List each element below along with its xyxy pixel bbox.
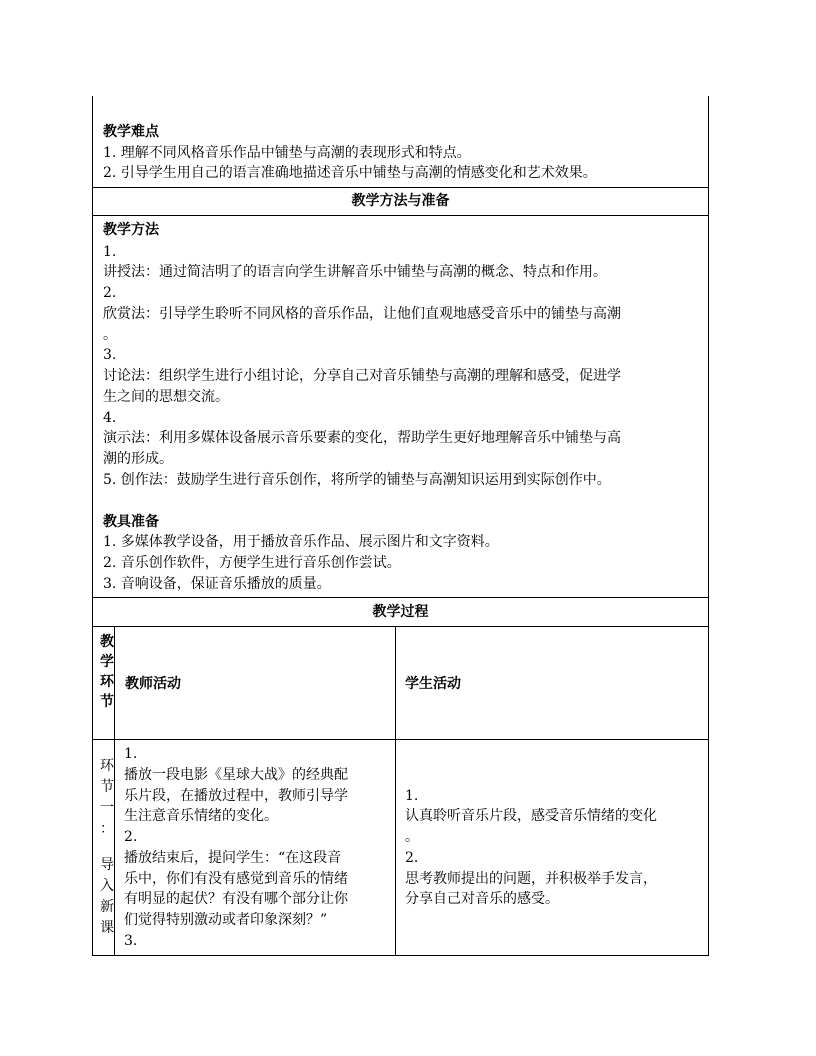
stage-char: 一 <box>100 800 114 816</box>
prep-item-3: 3. 音响设备，保证音乐播放的质量。 <box>103 576 331 592</box>
prep-item-1: 1. 多媒体教学设备，用于播放音乐作品、展示图片和文字资料。 <box>103 534 499 550</box>
student-activity-line: 1. <box>405 788 419 804</box>
stage-char: 课 <box>100 920 114 936</box>
methods-line: 潮的形成。 <box>103 451 173 467</box>
methods-line: 3. <box>103 347 117 363</box>
stage-header-char: 教 <box>100 634 114 650</box>
prep-heading: 教具准备 <box>103 514 159 530</box>
row-divider-process-header <box>92 626 709 627</box>
teacher-activity-line: 播放结束后，提问学生：“在这段音 <box>124 850 342 866</box>
methods-line: 生之间的思想交流。 <box>103 389 229 405</box>
stage-char: 节 <box>100 779 114 795</box>
table-left-border <box>92 96 93 956</box>
stage-char: 新 <box>100 899 114 915</box>
teacher-activity-line: 们觉得特别激动或者印象深刻？” <box>124 912 328 928</box>
methods-line: 4. <box>103 410 117 426</box>
methods-line: 欣赏法：引导学生聆听不同风格的音乐作品，让他们直观地感受音乐中的铺垫与高潮 <box>103 306 621 322</box>
methods-line: 讲授法：通过简洁明了的语言向学生讲解音乐中铺垫与高潮的概念、特点和作用。 <box>103 264 607 280</box>
table-bottom-border <box>92 955 709 956</box>
process-title: 教学过程 <box>372 604 429 620</box>
stage-header-char: 节 <box>100 694 114 710</box>
row-divider-methods-top <box>92 187 709 188</box>
teacher-activity-line: 2. <box>124 829 138 845</box>
difficulty-item-2: 2. 引导学生用自己的语言准确地描述音乐中铺垫与高潮的情感变化和艺术效果。 <box>103 165 597 181</box>
teacher-activity-header: 教师活动 <box>125 676 181 692</box>
stage-char: 导 <box>100 857 114 873</box>
stage-header-char: 环 <box>100 674 114 690</box>
methods-line: 讨论法：组织学生进行小组讨论，分享自己对音乐铺垫与高潮的理解和感受，促进学 <box>103 368 621 384</box>
methods-line: 演示法：利用多媒体设备展示音乐要素的变化，帮助学生更好地理解音乐中铺垫与高 <box>103 430 621 446</box>
stage-char: ： <box>100 821 114 837</box>
methods-line: 5. 创作法：鼓励学生进行音乐创作，将所学的铺垫与高潮知识运用到实际创作中。 <box>103 472 611 488</box>
student-activity-line: 分享自己对音乐的感受。 <box>405 891 559 907</box>
student-activity-header: 学生活动 <box>405 676 461 692</box>
student-activity-line: 2. <box>405 850 419 866</box>
teacher-activity-line: 有明显的起伏？有没有哪个部分让你 <box>124 891 348 907</box>
difficulty-heading: 教学难点 <box>103 124 159 140</box>
student-activity-line: 。 <box>405 829 419 845</box>
stage-char: 环 <box>100 758 114 774</box>
difficulty-item-1: 1. 理解不同风格音乐作品中铺垫与高潮的表现形式和特点。 <box>103 145 471 161</box>
teacher-activity-line: 乐中，你们有没有感觉到音乐的情绪 <box>124 871 348 887</box>
teacher-activity-line: 生注意音乐情绪的变化。 <box>124 808 278 824</box>
teacher-activity-line: 1. <box>124 746 138 762</box>
methods-line: 1. <box>103 244 117 260</box>
teacher-activity-line: 播放一段电影《星球大战》的经典配 <box>124 767 348 783</box>
column-divider-student <box>395 626 396 956</box>
row-divider-process-top <box>92 597 709 598</box>
student-activity-line: 思考教师提出的问题，并积极举手发言， <box>405 871 657 887</box>
teacher-activity-line: 乐片段，在播放过程中，教师引导学 <box>124 788 348 804</box>
row-divider-methods-content <box>92 215 709 216</box>
stage-header-char: 学 <box>100 654 114 670</box>
methods-line: 。 <box>103 327 117 343</box>
methods-section-title: 教学方法与准备 <box>351 193 450 209</box>
methods-heading: 教学方法 <box>103 222 159 238</box>
row-divider-stage-row <box>92 739 709 740</box>
stage-char: 入 <box>100 878 114 894</box>
student-activity-line: 认真聆听音乐片段，感受音乐情绪的变化 <box>405 808 657 824</box>
teacher-activity-line: 3. <box>124 933 138 949</box>
prep-item-2: 2. 音乐创作软件，方便学生进行音乐创作尝试。 <box>103 555 401 571</box>
table-right-border <box>708 96 709 956</box>
methods-line: 2. <box>103 285 117 301</box>
